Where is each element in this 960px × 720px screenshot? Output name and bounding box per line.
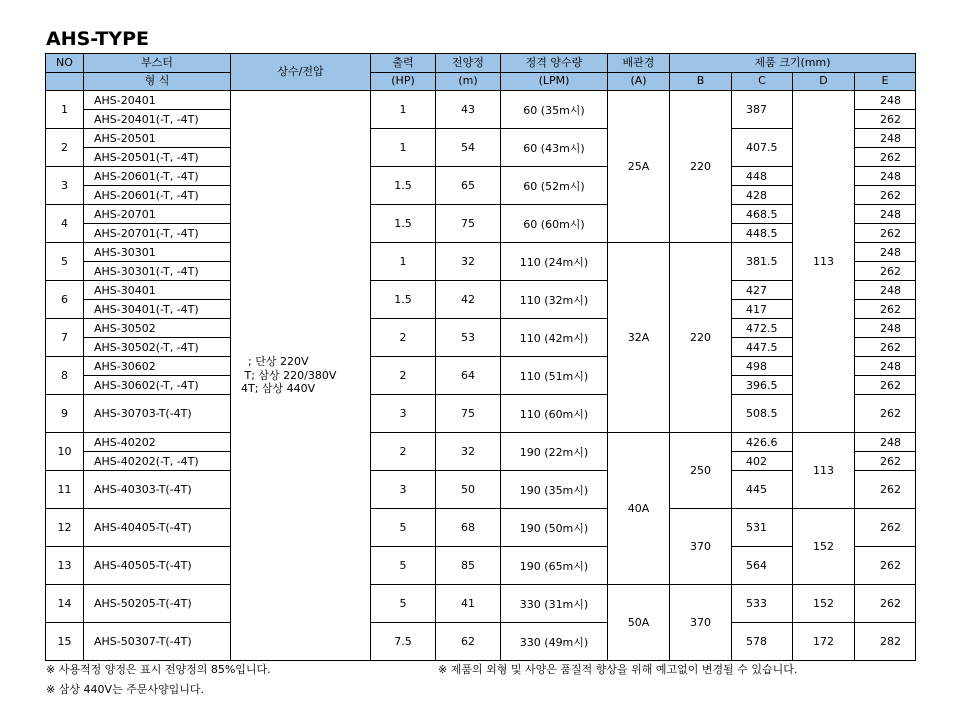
model-cell: AHS-40202(-T, -4T) xyxy=(84,452,231,471)
note-spec-change: ※ 제품의 외형 및 사양은 품질적 향상을 위해 예고없이 변경될 수 있습니다. xyxy=(438,663,798,676)
c-cell: 531 xyxy=(732,509,793,547)
output-cell: 3 xyxy=(371,395,436,433)
c-cell: 387 xyxy=(732,91,793,129)
table-row xyxy=(46,585,916,623)
e-cell: 248 xyxy=(855,243,916,262)
header-head: 전양정 xyxy=(436,54,501,73)
spec-body xyxy=(46,91,916,661)
e-cell: 282 xyxy=(855,623,916,661)
row-number: 4 xyxy=(46,205,84,243)
model-cell: AHS-40202 xyxy=(84,433,231,452)
model-cell: AHS-20601(-T, -4T) xyxy=(84,167,231,186)
head-cell: 85 xyxy=(436,547,501,585)
header-pipe: 배관경 xyxy=(608,54,670,73)
flow-cell: 330 (49m시) xyxy=(501,623,608,661)
model-cell: AHS-50307-T(-4T) xyxy=(84,623,231,661)
model-cell: AHS-20701(-T, -4T) xyxy=(84,224,231,243)
c-cell: 402 xyxy=(732,452,793,471)
table-row xyxy=(46,471,916,509)
model-cell: AHS-30602 xyxy=(84,357,231,376)
b-370-a: 370 xyxy=(670,509,732,585)
model-cell: AHS-40505-T(-4T) xyxy=(84,547,231,585)
e-cell: 262 xyxy=(855,395,916,433)
spec-table xyxy=(45,53,916,661)
flow-cell: 110 (24m시) xyxy=(501,243,608,281)
model-cell: AHS-20401 xyxy=(84,91,231,110)
header-output-unit: (HP) xyxy=(371,73,436,91)
header-booster: 부스터 xyxy=(84,54,231,73)
output-cell: 2 xyxy=(371,433,436,471)
c-cell: 447.5 xyxy=(732,338,793,357)
flow-cell: 60 (43m시) xyxy=(501,129,608,167)
table-row xyxy=(46,395,916,433)
e-cell: 248 xyxy=(855,433,916,452)
table-row xyxy=(46,623,916,661)
head-cell: 43 xyxy=(436,91,501,129)
d-113-b: 113 xyxy=(793,433,855,509)
model-cell: AHS-40405-T(-4T) xyxy=(84,509,231,547)
header-no-blank xyxy=(46,73,84,91)
e-cell: 248 xyxy=(855,281,916,300)
head-cell: 42 xyxy=(436,281,501,319)
e-cell: 262 xyxy=(855,186,916,205)
head-cell: 53 xyxy=(436,319,501,357)
table-row xyxy=(46,547,916,585)
flow-cell: 60 (35m시) xyxy=(501,91,608,129)
e-cell: 262 xyxy=(855,224,916,243)
d-cell: 172 xyxy=(793,623,855,661)
row-number: 15 xyxy=(46,623,84,661)
flow-cell: 110 (51m시) xyxy=(501,357,608,395)
flow-cell: 190 (22m시) xyxy=(501,433,608,471)
page-title: AHS-TYPE xyxy=(46,28,150,50)
row-number: 5 xyxy=(46,243,84,281)
model-cell: AHS-30301 xyxy=(84,243,231,262)
table-row xyxy=(46,91,916,110)
row-number: 13 xyxy=(46,547,84,585)
header-col-c: C xyxy=(732,73,793,91)
model-cell: AHS-20501(-T, -4T) xyxy=(84,148,231,167)
flow-cell: 330 (31m시) xyxy=(501,585,608,623)
c-cell: 564 xyxy=(732,547,793,585)
model-cell: AHS-30602(-T, -4T) xyxy=(84,376,231,395)
e-cell: 262 xyxy=(855,338,916,357)
c-cell: 448.5 xyxy=(732,224,793,243)
d-113-a: 113 xyxy=(793,91,855,433)
table-row xyxy=(46,243,916,262)
row-number: 11 xyxy=(46,471,84,509)
head-cell: 75 xyxy=(436,205,501,243)
head-cell: 64 xyxy=(436,357,501,395)
b-370-b: 370 xyxy=(670,585,732,661)
output-cell: 7.5 xyxy=(371,623,436,661)
c-cell: 381.5 xyxy=(732,243,793,281)
flow-cell: 190 (65m시) xyxy=(501,547,608,585)
e-cell: 248 xyxy=(855,167,916,186)
e-cell: 248 xyxy=(855,129,916,148)
output-cell: 2 xyxy=(371,357,436,395)
flow-cell: 110 (32m시) xyxy=(501,281,608,319)
row-number: 9 xyxy=(46,395,84,433)
flow-cell: 190 (50m시) xyxy=(501,509,608,547)
table-row xyxy=(46,129,916,148)
c-cell: 427 xyxy=(732,281,793,300)
header-flow: 정격 양수량 xyxy=(501,54,608,73)
model-cell: AHS-20701 xyxy=(84,205,231,224)
e-cell: 248 xyxy=(855,357,916,376)
note-head-ratio: ※ 사용적정 양정은 표시 전양정의 85%입니다. xyxy=(46,663,271,676)
output-cell: 1.5 xyxy=(371,167,436,205)
model-cell: AHS-30502 xyxy=(84,319,231,338)
model-cell: AHS-40303-T(-4T) xyxy=(84,471,231,509)
voltage-cell: ; 단상 220V T; 삼상 220/380V 4T; 삼상 440V xyxy=(231,91,371,661)
header-flow-unit: (LPM) xyxy=(501,73,608,91)
e-cell: 248 xyxy=(855,205,916,224)
header-col-d: D xyxy=(793,73,855,91)
table-row xyxy=(46,433,916,452)
head-cell: 41 xyxy=(436,585,501,623)
e-cell: 262 xyxy=(855,376,916,395)
pipe-25a: 25A xyxy=(608,91,670,243)
c-cell: 578 xyxy=(732,623,793,661)
output-cell: 5 xyxy=(371,509,436,547)
c-cell: 428 xyxy=(732,186,793,205)
b-250: 250 xyxy=(670,433,732,509)
c-cell: 426.6 xyxy=(732,433,793,452)
head-cell: 62 xyxy=(436,623,501,661)
model-cell: AHS-20401(-T, -4T) xyxy=(84,110,231,129)
e-cell: 262 xyxy=(855,585,916,623)
note-440v-order: ※ 삼상 440V는 주문사양입니다. xyxy=(46,683,204,696)
header-col-b: B xyxy=(670,73,732,91)
flow-cell: 110 (42m시) xyxy=(501,319,608,357)
row-number: 6 xyxy=(46,281,84,319)
model-cell: AHS-30703-T(-4T) xyxy=(84,395,231,433)
e-cell: 262 xyxy=(855,110,916,129)
header-size: 제품 크기(mm) xyxy=(670,54,916,73)
header-head-unit: (m) xyxy=(436,73,501,91)
flow-cell: 60 (60m시) xyxy=(501,205,608,243)
pipe-32a: 32A xyxy=(608,243,670,433)
row-number: 14 xyxy=(46,585,84,623)
head-cell: 50 xyxy=(436,471,501,509)
c-cell: 468.5 xyxy=(732,205,793,224)
header-output: 출력 xyxy=(371,54,436,73)
output-cell: 1.5 xyxy=(371,205,436,243)
output-cell: 1 xyxy=(371,91,436,129)
flow-cell: 190 (35m시) xyxy=(501,471,608,509)
d-152: 152 xyxy=(793,509,855,585)
header-col-e: E xyxy=(855,73,916,91)
model-cell: AHS-30401 xyxy=(84,281,231,300)
c-cell: 396.5 xyxy=(732,376,793,395)
table-row xyxy=(46,357,916,376)
output-cell: 5 xyxy=(371,585,436,623)
output-cell: 2 xyxy=(371,319,436,357)
row-number: 3 xyxy=(46,167,84,205)
e-cell: 262 xyxy=(855,262,916,281)
c-cell: 445 xyxy=(732,471,793,509)
header-no: NO xyxy=(46,54,84,73)
output-cell: 1 xyxy=(371,243,436,281)
row-number: 8 xyxy=(46,357,84,395)
pipe-50a: 50A xyxy=(608,585,670,661)
e-cell: 248 xyxy=(855,91,916,110)
row-number: 12 xyxy=(46,509,84,547)
d-cell: 152 xyxy=(793,585,855,623)
table-row xyxy=(46,281,916,300)
e-cell: 248 xyxy=(855,319,916,338)
output-cell: 1.5 xyxy=(371,281,436,319)
row-number: 1 xyxy=(46,91,84,129)
model-cell: AHS-30502(-T, -4T) xyxy=(84,338,231,357)
head-cell: 54 xyxy=(436,129,501,167)
head-cell: 75 xyxy=(436,395,501,433)
c-cell: 533 xyxy=(732,585,793,623)
head-cell: 65 xyxy=(436,167,501,205)
pipe-40a: 40A xyxy=(608,433,670,585)
e-cell: 262 xyxy=(855,471,916,509)
model-cell: AHS-30401(-T, -4T) xyxy=(84,300,231,319)
row-number: 10 xyxy=(46,433,84,471)
head-cell: 32 xyxy=(436,433,501,471)
head-cell: 68 xyxy=(436,509,501,547)
flow-cell: 110 (60m시) xyxy=(501,395,608,433)
e-cell: 262 xyxy=(855,547,916,585)
output-cell: 5 xyxy=(371,547,436,585)
model-cell: AHS-30301(-T, -4T) xyxy=(84,262,231,281)
e-cell: 262 xyxy=(855,452,916,471)
e-cell: 262 xyxy=(855,509,916,547)
row-number: 7 xyxy=(46,319,84,357)
table-row xyxy=(46,167,916,186)
e-cell: 262 xyxy=(855,300,916,319)
table-row xyxy=(46,509,916,547)
table-row xyxy=(46,205,916,224)
flow-cell: 60 (52m시) xyxy=(501,167,608,205)
head-cell: 32 xyxy=(436,243,501,281)
model-cell: AHS-20601(-T, -4T) xyxy=(84,186,231,205)
output-cell: 3 xyxy=(371,471,436,509)
output-cell: 1 xyxy=(371,129,436,167)
c-cell: 472.5 xyxy=(732,319,793,338)
header-pipe-unit: (A) xyxy=(608,73,670,91)
e-cell: 262 xyxy=(855,148,916,167)
model-cell: AHS-50205-T(-4T) xyxy=(84,585,231,623)
b-220-a: 220 xyxy=(670,91,732,243)
row-number: 2 xyxy=(46,129,84,167)
table-row xyxy=(46,319,916,338)
model-cell: AHS-20501 xyxy=(84,129,231,148)
b-220-b: 220 xyxy=(670,243,732,433)
c-cell: 407.5 xyxy=(732,129,793,167)
header-phase-voltage: 상수/전압 xyxy=(231,54,371,91)
c-cell: 448 xyxy=(732,167,793,186)
header-model: 형 식 xyxy=(84,73,231,91)
c-cell: 417 xyxy=(732,300,793,319)
c-cell: 508.5 xyxy=(732,395,793,433)
c-cell: 498 xyxy=(732,357,793,376)
